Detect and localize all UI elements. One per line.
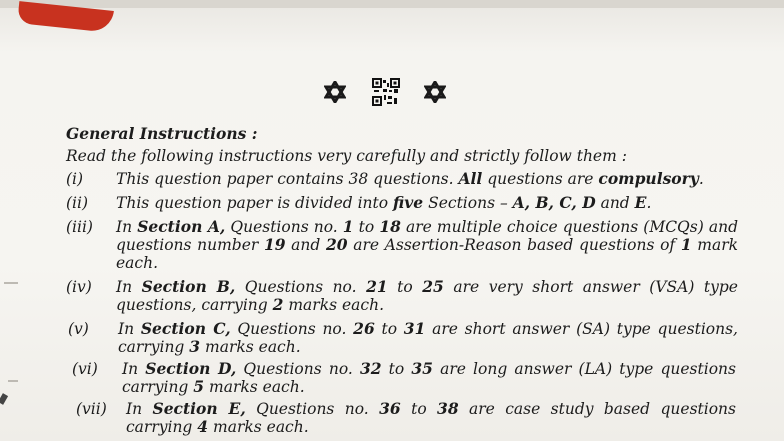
star-of-david-icon (424, 81, 446, 103)
instruction-text: In Section B, Questions no. 21 to 25 are very short answer (VSA) type questions, carrying 2 marks each. (116, 277, 738, 314)
instruction-text: This question paper contains 38 questions. All questions are compulsory. (116, 169, 704, 188)
instruction-number: (vi) (72, 360, 98, 378)
instruction-text: In Section C, Questions no. 26 to 31 are short answer (SA) type questions, carrying 3 marks each. (118, 319, 738, 356)
header-icons (322, 78, 448, 110)
scan-mark (4, 282, 18, 284)
paper-top-edge (0, 0, 784, 8)
instructions-title: General Instructions : (66, 124, 258, 143)
pencil-mark (0, 393, 8, 405)
instruction-number: (vii) (76, 400, 107, 418)
instruction-text: This question paper is divided into five Sections – A, B, C, D and E. (116, 193, 652, 212)
instruction-number: (iv) (66, 278, 92, 296)
instruction-number: (ii) (66, 194, 89, 212)
instruction-text: In Section A, Questions no. 1 to 18 are multiple choice questions (MCQs) and questions number 19 and 20 are Assertion-Reason based questions of 1 mark each. (116, 217, 738, 272)
instruction-number: (i) (66, 170, 84, 188)
qr-code-icon (372, 78, 400, 106)
star-of-david-icon (324, 81, 346, 103)
instruction-text: In Section E, Questions no. 36 to 38 are case study based questions carrying 4 marks each. (126, 399, 736, 436)
instruction-text: In Section D, Questions no. 32 to 35 are long answer (LA) type questions carrying 5 marks each. (122, 359, 736, 396)
instructions-intro: Read the following instructions very carefully and strictly follow them : (66, 147, 627, 165)
scan-mark (8, 380, 18, 382)
instruction-number: (iii) (66, 218, 93, 236)
instruction-number: (v) (68, 320, 89, 338)
